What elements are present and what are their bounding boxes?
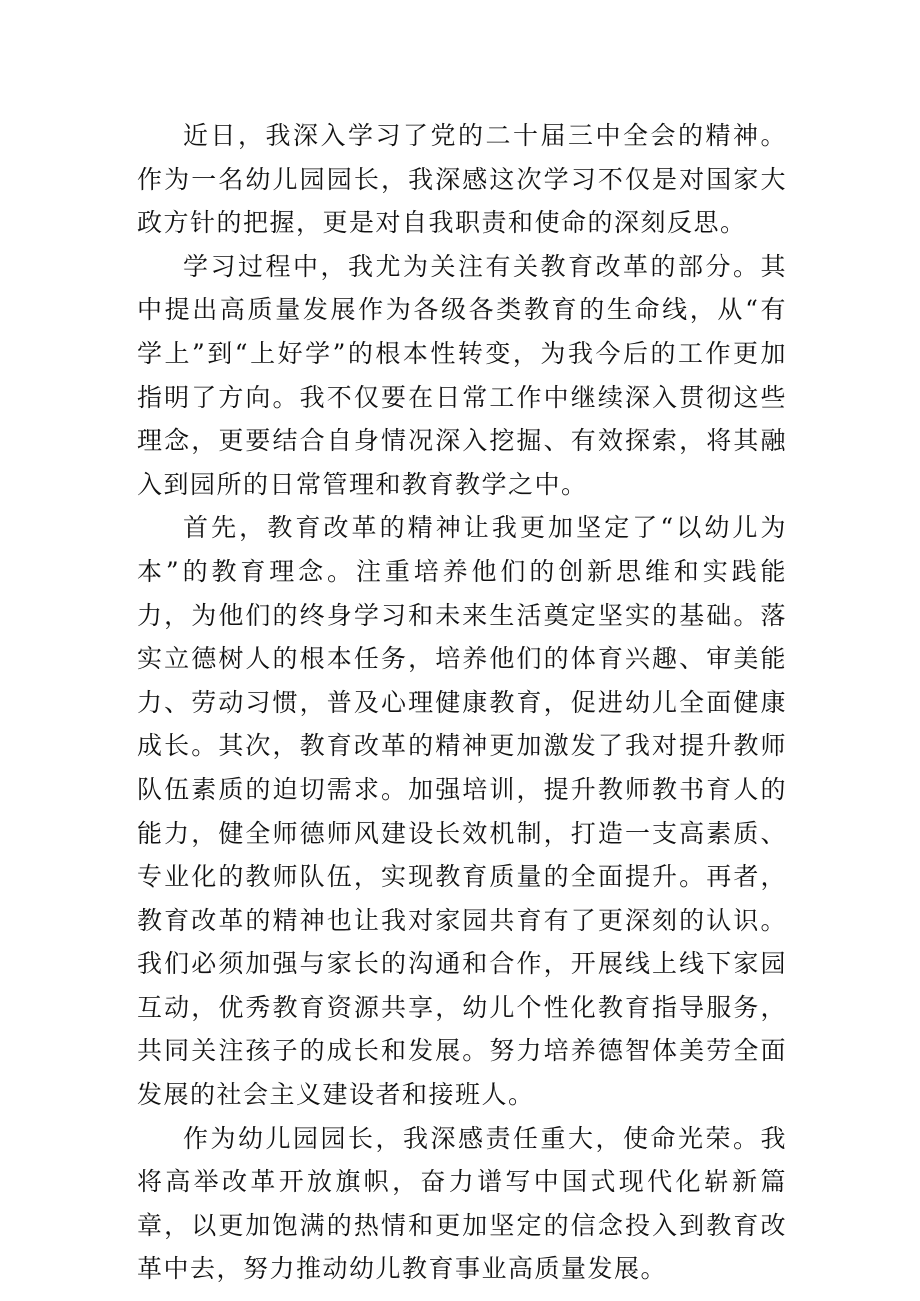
paragraph-4: 作为幼儿园园长，我深感责任重大，使命光荣。我将高举改革开放旗帜，奋力谱写中国式现代化崭新篇章，以更加饱满的热情和更加坚定的信念投入到教育改革中去，努力推动幼儿教育事业高质量发展。 — [137, 1123, 787, 1284]
paragraph-3: 首先，教育改革的精神让我更加坚定了“以幼儿为本”的教育理念。注重培养他们的创新思维和实践能力，为他们的终身学习和未来生活奠定坚实的基础。落实立德树人的根本任务，培养他们的体育兴趣、审美能力、劳动习惯，普及心理健康教育，促进幼儿全面健康成长。其次，教育改革的精神更加激发了我对提升教师队伍素质的迫切需求。加强培训，提升教师教书育人的能力，健全师德师风建设长效机制，打造一支高素质、专业化的教师队伍，实现教育质量的全面提升。再者，教育改革的精神也让我对家园共育有了更深刻的认识。我们必须加强与家长的沟通和合作，开展线上线下家园互动，优秀教育资源共享，幼儿个性化教育指导服务，共同关注孩子的成长和发展。努力培养德智体美劳全面发展的社会主义建设者和接班人。 — [137, 513, 787, 1110]
paragraph-2: 学习过程中，我尤为关注有关教育改革的部分。其中提出高质量发展作为各级各类教育的生命线，从“有学上”到“上好学”的根本性转变，为我今后的工作更加指明了方向。我不仅要在日常工作中继续深入贯彻这些理念，更要结合自身情况深入挖掘、有效探索，将其融入到园所的日常管理和教育教学之中。 — [137, 251, 787, 499]
document-body — [137, 114, 787, 1291]
paragraph-1: 近日，我深入学习了党的二十届三中全会的精神。作为一名幼儿园园长，我深感这次学习不仅是对国家大政方针的把握，更是对自我职责和使命的深刻反思。 — [137, 121, 787, 238]
